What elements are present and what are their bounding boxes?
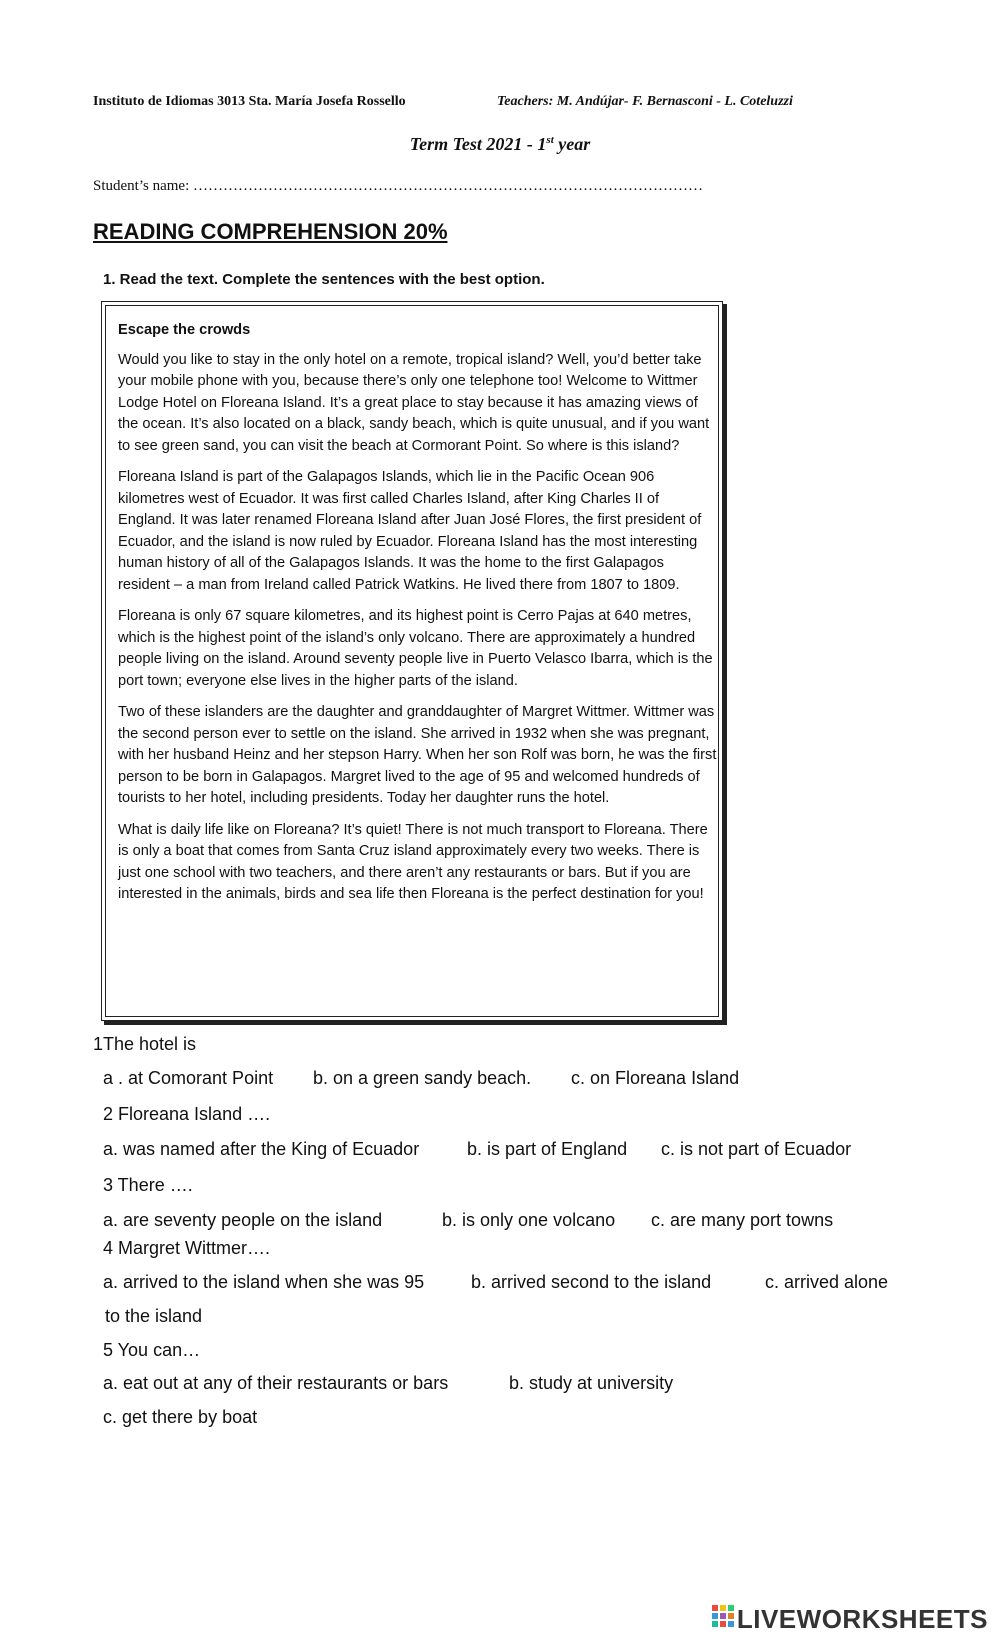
term-test-sup: st bbox=[546, 134, 554, 146]
instruction: 1. Read the text. Complete the sentences with the best option. bbox=[103, 271, 545, 288]
reading-title: Escape the crowds bbox=[118, 322, 251, 338]
student-name-field: Student’s name: ………………………………………………………………………………………… bbox=[93, 178, 703, 194]
option-2c[interactable]: c. is not part of Ecuador bbox=[661, 1139, 852, 1159]
paragraph: What is daily life like on Floreana? It’s quiet! There is not much transport to Floreana. There is only a boat that comes from Santa Cruz island approximately every two weeks. There is just one school with two teachers, and there aren’t any restaurants or bars. But if you are interested in the animals, birds and sea life then Floreana is the perfect destination for you! bbox=[118, 821, 708, 902]
teachers-line: Teachers: M. Andújar- F. Bernasconi - L. Coteluzzi bbox=[497, 94, 793, 109]
paragraph: Would you like to stay in the only hotel on a remote, tropical island? Well, you’d better take your mobile phone with you, because there’s only one telephone too! Welcome to Wittmer Lodge Hotel on Floreana Island. It’s a great place to stay because it has amazing views of the ocean. It’s also located on a black, sandy beach, which is quite unusual, and if you want to see green sand, you can visit the beach at Cormorant Point. So where is this island? bbox=[118, 351, 710, 454]
institute-name: Instituto de Idiomas 3013 Sta. María Josefa Rossello bbox=[93, 94, 406, 109]
option-4c-continued: to the island bbox=[105, 1306, 203, 1326]
paragraph: Two of these islanders are the daughter and granddaughter of Margret Wittmer. Wittmer was the second person ever to settle on the island. She arrived in 1932 when she was pregnant, with her husband Heinz and her stepson Harry. When her son Rolf was born, he was the first person to be born in Galapagos. Margret lived to the age of 95 and welcomed hundreds of tourists to her hotel, including presidents. Today her daughter runs the hotel. bbox=[118, 704, 717, 806]
option-4b[interactable]: b. arrived second to the island bbox=[471, 1272, 712, 1292]
option-5b[interactable]: b. study at university bbox=[509, 1373, 674, 1393]
option-3c[interactable]: c. are many port towns bbox=[651, 1210, 834, 1230]
question-1: 1The hotel is bbox=[93, 1034, 197, 1054]
term-test-text: Term Test 2021 - 1 bbox=[409, 134, 547, 154]
option-1c[interactable]: c. on Floreana Island bbox=[571, 1068, 740, 1088]
option-4a[interactable]: a. arrived to the island when she was 95 bbox=[103, 1272, 425, 1292]
option-1b[interactable]: b. on a green sandy beach. bbox=[313, 1068, 532, 1088]
box-shadow-bottom bbox=[104, 1021, 727, 1025]
term-test-title bbox=[0, 134, 1000, 155]
option-1a[interactable]: a . at Comorant Point bbox=[103, 1068, 274, 1088]
option-5a[interactable]: a. eat out at any of their restaurants or bars bbox=[103, 1373, 449, 1393]
option-5c[interactable]: c. get there by boat bbox=[103, 1407, 258, 1427]
question-2: 2 Floreana Island …. bbox=[103, 1104, 271, 1124]
reading-text-inner bbox=[105, 305, 719, 1017]
box-shadow-right bbox=[723, 304, 727, 1024]
paragraph: Floreana is only 67 square kilometres, and its highest point is Cerro Pajas at 640 metres, which is the highest point of the island’s only volcano. There are approximately a hundred people living on the island. Around seventy people live in Puerto Velasco Ibarra, which is the port town; everyone else lives in the higher parts of the island. bbox=[118, 608, 713, 689]
section-title: READING COMPREHENSION 20% bbox=[93, 219, 448, 244]
option-2b[interactable]: b. is part of England bbox=[467, 1139, 628, 1159]
reading-text bbox=[118, 320, 718, 916]
option-3b[interactable]: b. is only one volcano bbox=[442, 1210, 616, 1230]
question-3: 3 There …. bbox=[103, 1175, 193, 1195]
reading-text-box bbox=[101, 301, 723, 1021]
liveworksheets-text: LIVEWORKSHEETS bbox=[736, 1604, 988, 1634]
option-3a[interactable]: a. are seventy people on the island bbox=[103, 1210, 383, 1230]
question-5: 5 You can… bbox=[103, 1340, 201, 1360]
liveworksheets-logo bbox=[712, 1604, 988, 1638]
option-2a[interactable]: a. was named after the King of Ecuador bbox=[103, 1139, 420, 1159]
question-4: 4 Margret Wittmer…. bbox=[103, 1238, 271, 1258]
term-test-suffix: year bbox=[553, 134, 591, 154]
liveworksheets-icon bbox=[712, 1605, 734, 1638]
paragraph: Floreana Island is part of the Galapagos Islands, which lie in the Pacific Ocean 906 kilometres west of Ecuador. It was first called Charles Island, after King Charles II of England. It was later renamed Floreana Island after Juan José Flores, the first president of Ecuador, and the island is now ruled by Ecuador. Floreana Island has the most interesting human history of all of the Galapagos Islands. It was the home to the first Galapagos resident – a man from Ireland called Patrick Watkins. He lived there from 1807 to 1809. bbox=[118, 469, 702, 593]
option-4c[interactable]: c. arrived alone bbox=[765, 1272, 889, 1292]
